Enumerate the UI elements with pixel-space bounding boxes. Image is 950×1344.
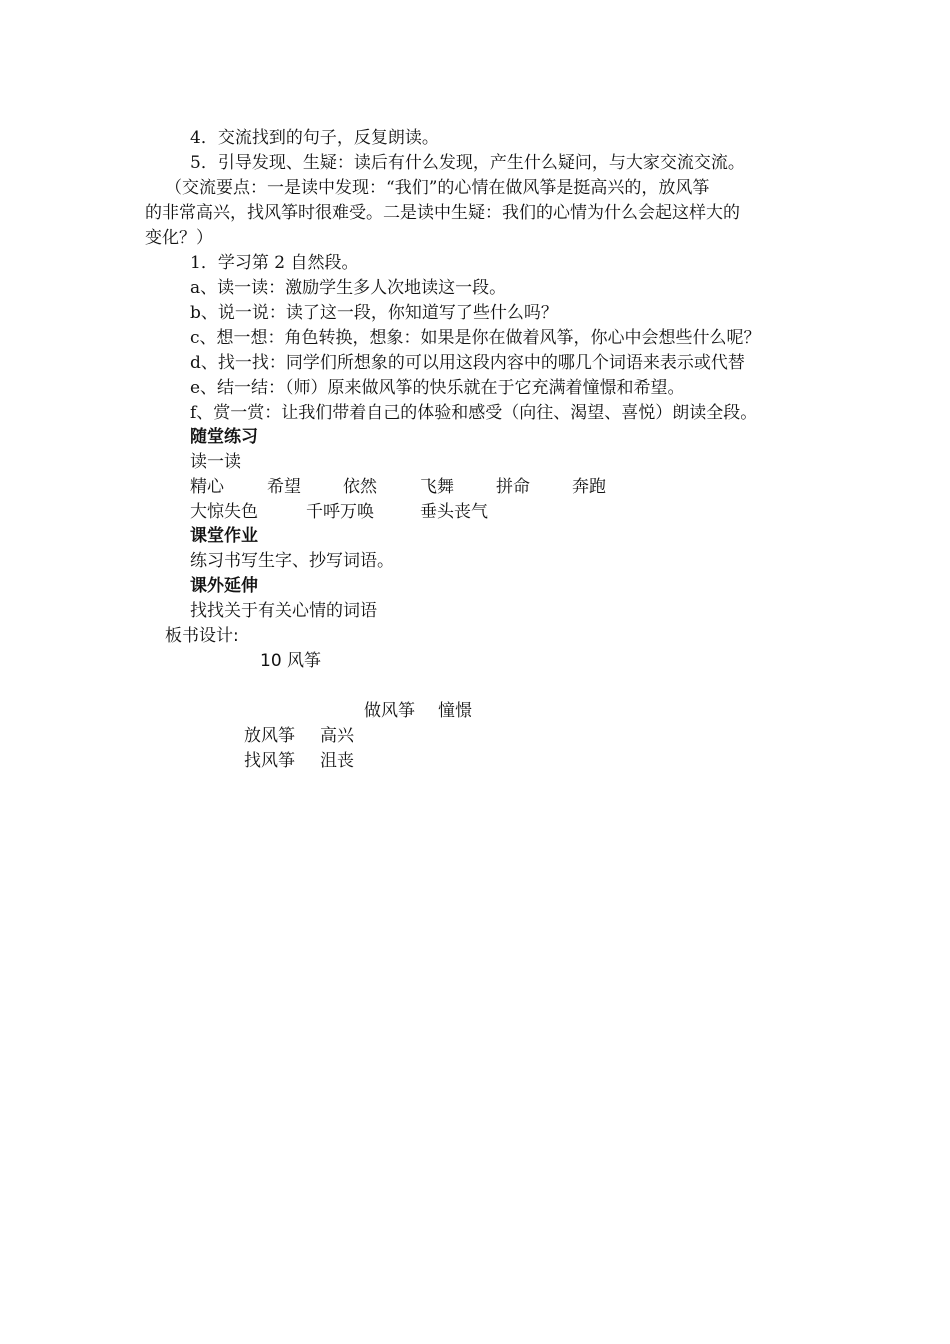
board-feeling: 沮丧 (320, 751, 354, 771)
study-heading: 1．学习第 2 自然段。 (190, 253, 359, 273)
board-feeling: 高兴 (320, 726, 354, 746)
practice-title: 随堂练习 (190, 427, 258, 447)
word-item: 飞舞 (420, 477, 454, 497)
step-5: 5．引导发现、生疑：读后有什么发现，产生什么疑问，与大家交流交流。 (190, 153, 745, 173)
note-line-1: （交流要点：一是读中发现：“我们”的心情在做风筝是挺高兴的，放风筝 (165, 178, 710, 198)
word-item: 垂头丧气 (420, 502, 488, 522)
word-item: 大惊失色 (190, 502, 258, 522)
word-item: 千呼万唤 (306, 502, 374, 522)
word-item: 希望 (267, 477, 301, 497)
study-item-b: b、说一说：读了这一段，你知道写了些什么吗？ (190, 303, 558, 323)
practice-subtitle: 读一读 (190, 452, 241, 472)
study-item-a: a、读一读：激励学生多人次地读这一段。 (190, 278, 507, 298)
board-row (0, 749, 950, 773)
board-row (0, 724, 950, 748)
board-row (0, 699, 950, 723)
homework-title: 课堂作业 (190, 526, 258, 546)
board-feeling: 憧憬 (438, 701, 472, 721)
word-row-1 (0, 475, 950, 499)
word-item: 拼命 (496, 477, 530, 497)
step-4: 4．交流找到的句子，反复朗读。 (190, 128, 439, 148)
word-item: 奔跑 (572, 477, 606, 497)
study-item-c: c、想一想：角色转换，想象：如果是你在做着风筝，你心中会想些什么呢？ (190, 328, 761, 348)
note-line-2: 的非常高兴，找风筝时很难受。二是读中生疑：我们的心情为什么会起这样大的 (145, 203, 740, 223)
board-action: 做风筝 (364, 701, 415, 721)
board-title: 10 风筝 (260, 651, 322, 671)
extension-text: 找找关于有关心情的词语 (190, 601, 377, 621)
word-item: 精心 (190, 477, 224, 497)
word-row-2 (0, 500, 950, 524)
study-item-d: d、找一找：同学们所想象的可以用这段内容中的哪几个词语来表示或代替 (190, 353, 745, 373)
board-action: 找风筝 (244, 751, 295, 771)
study-item-e: e、结一结：（师）原来做风筝的快乐就在于它充满着憧憬和希望。 (190, 378, 685, 398)
board-action: 放风筝 (244, 726, 295, 746)
extension-title: 课外延伸 (190, 576, 258, 596)
board-label: 板书设计: (165, 626, 239, 646)
word-item: 依然 (343, 477, 377, 497)
homework-text: 练习书写生字、抄写词语。 (190, 551, 394, 571)
note-line-3: 变化？） (145, 228, 213, 248)
study-item-f: f、赏一赏：让我们带着自己的体验和感受（向往、渴望、喜悦）朗读全段。 (190, 403, 758, 423)
